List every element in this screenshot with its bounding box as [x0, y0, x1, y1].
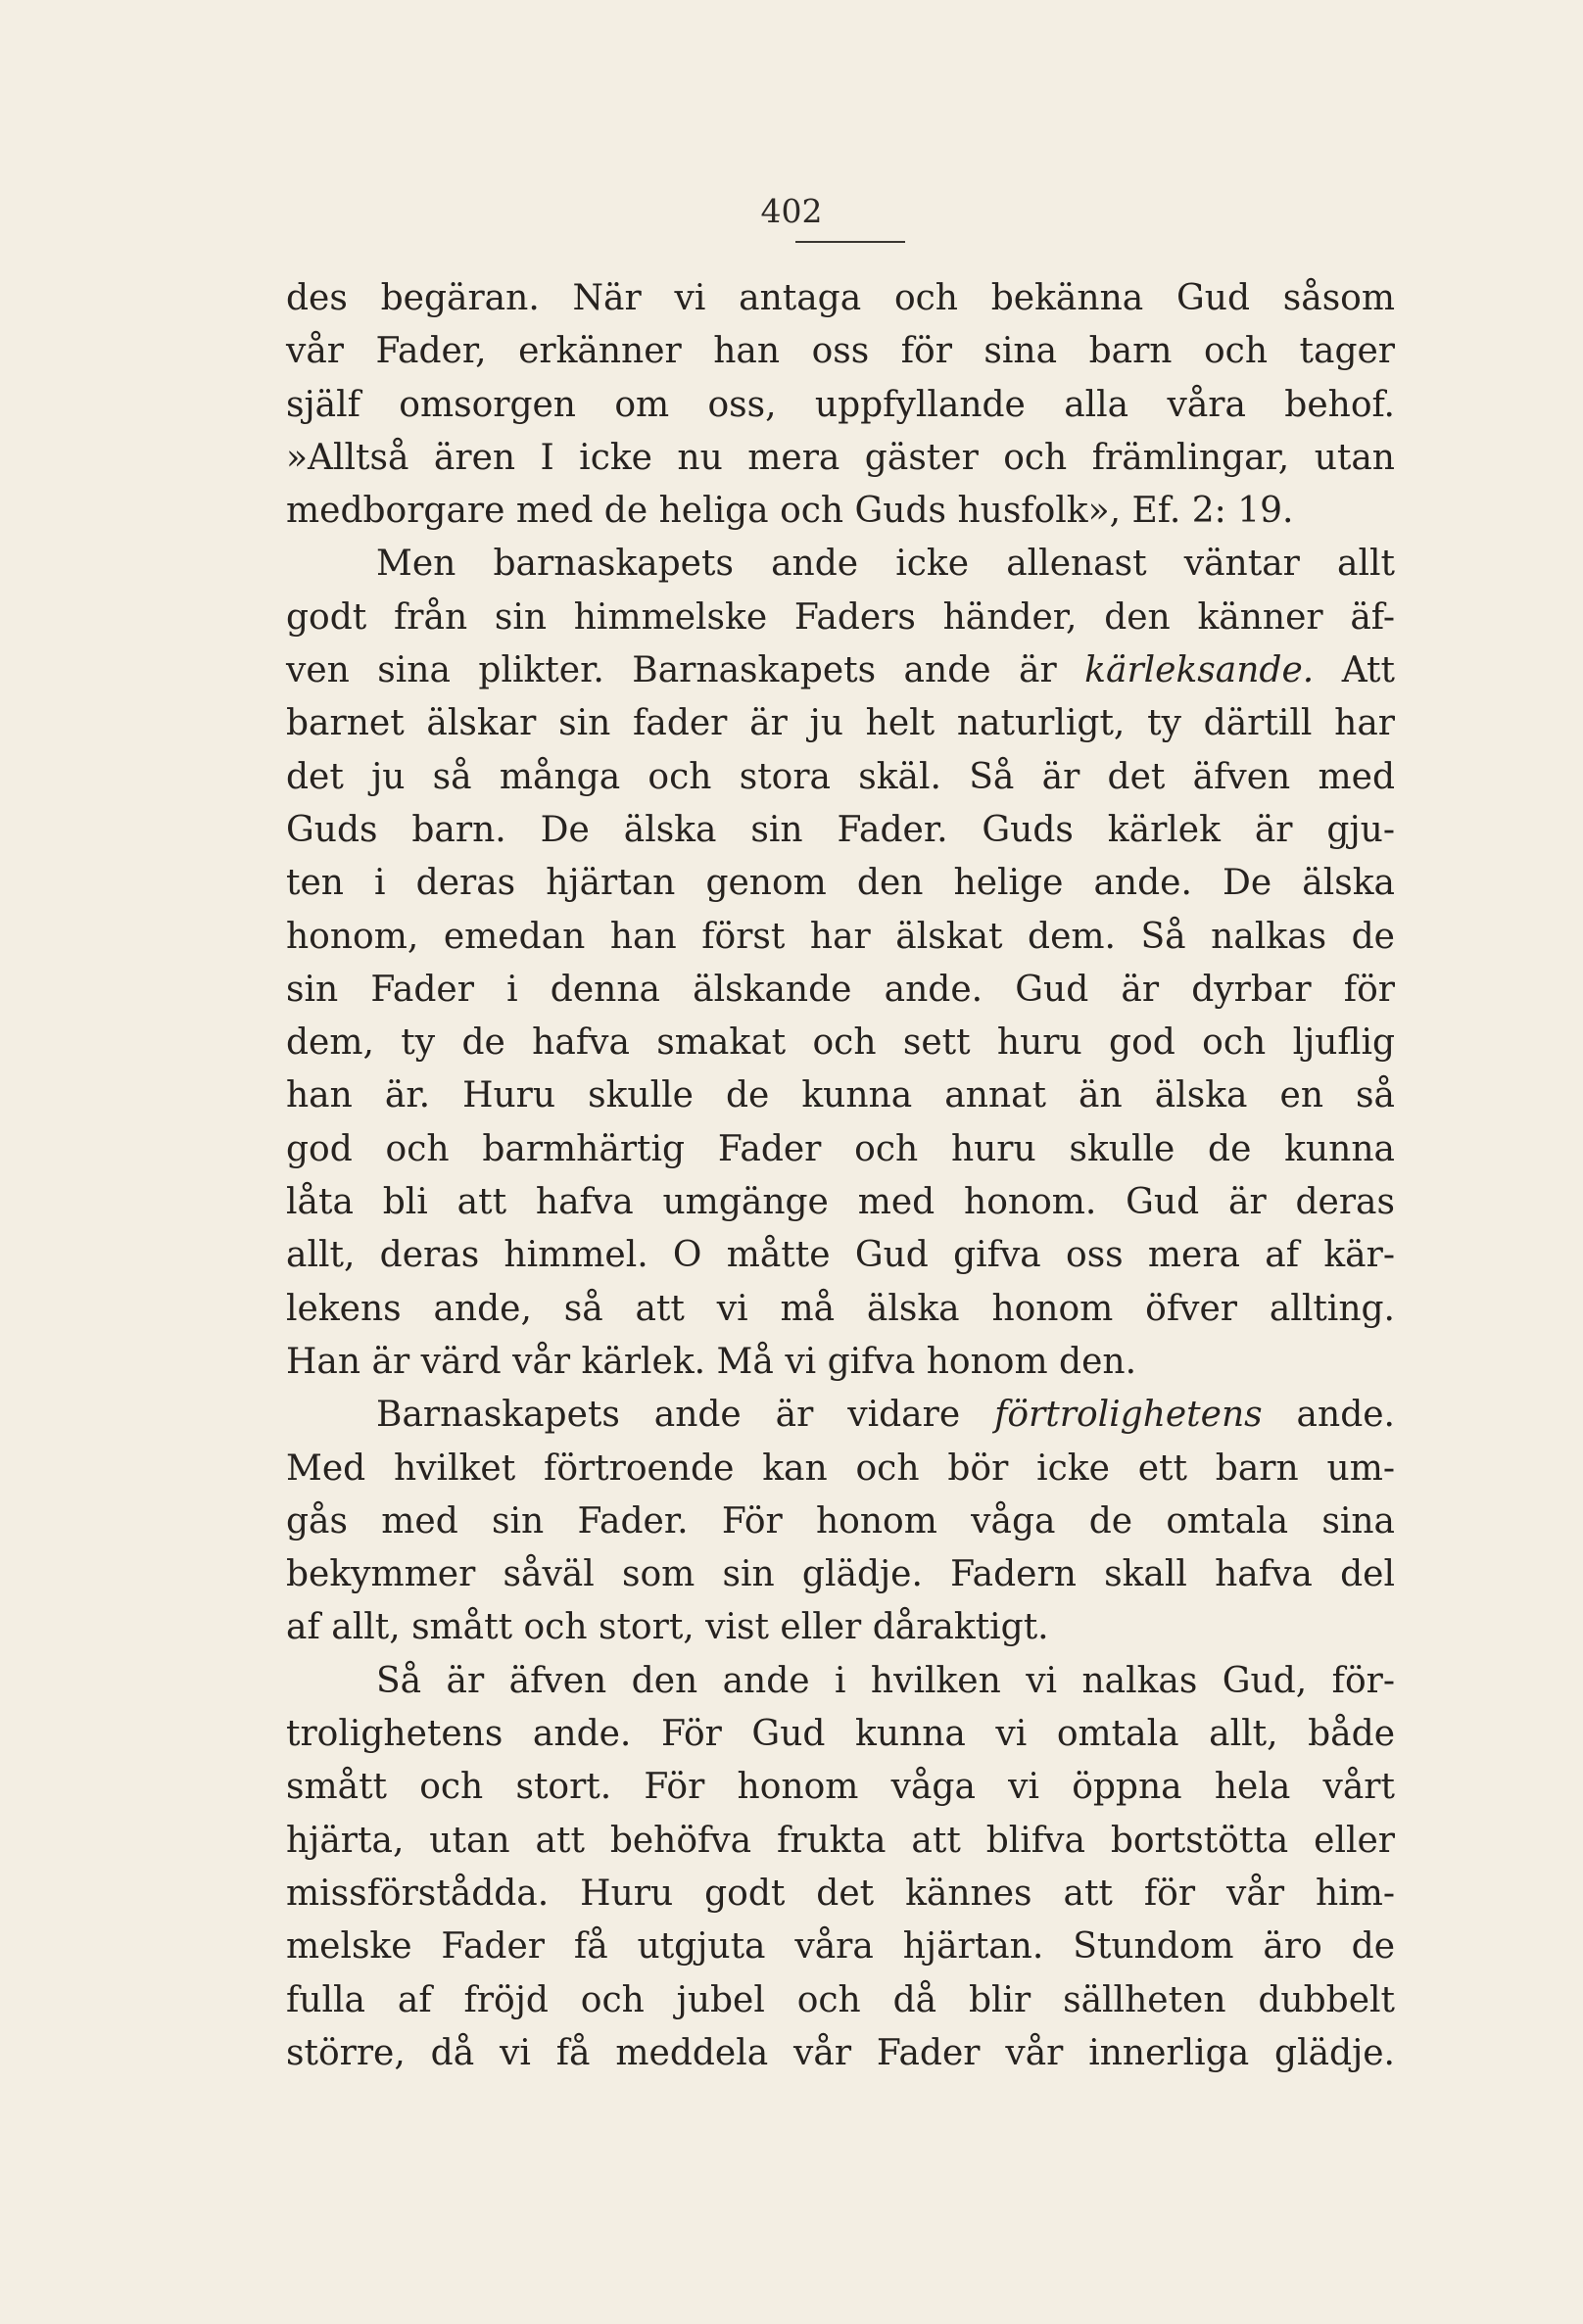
text-line: låta bli att hafva umgänge med honom. Gud är deras [286, 1182, 1395, 1223]
text-line: Så är äfven den ande i hvilken vi nalkas Gud, för- [376, 1660, 1395, 1701]
text-line: bekymmer såväl som sin glädje. Fadern skall hafva del [286, 1554, 1395, 1595]
emphasized-term: förtrolighetens [994, 1395, 1263, 1436]
text-line: själf omsorgen om oss, uppfyllande alla våra behof. [286, 384, 1395, 425]
text-segment: ven sina plikter. Barnaskapets ande är [286, 650, 1085, 691]
text-line: större, då vi få meddela vår Fader vår innerliga glädje. [286, 2032, 1395, 2073]
text-line: lekens ande, så att vi må älska honom öfver allting. [286, 1288, 1395, 1329]
text-line: ten i deras hjärtan genom den helige ande. De älska [286, 863, 1395, 904]
body-text [286, 272, 1395, 2080]
text-line: det ju så många och stora skäl. Så är det äfven med [286, 756, 1395, 797]
page-number: 402 [760, 192, 823, 230]
text-line: Guds barn. De älska sin Fader. Guds kärlek är gju- [286, 809, 1395, 850]
text-line: Men barnaskapets ande icke allenast väntar allt [376, 544, 1395, 585]
text-line: medborgare med de heliga och Guds husfolk», Ef. 2: 19. [286, 491, 1294, 532]
text-line: smått och stort. För honom våga vi öppna hela vårt [286, 1767, 1395, 1808]
text-line: melske Fader få utgjuta våra hjärtan. Stundom äro de [286, 1926, 1395, 1968]
text-line: missförstådda. Huru godt det kännes att för vår him- [286, 1873, 1395, 1914]
text-line: han är. Huru skulle de kunna annat än älska en så [286, 1075, 1395, 1116]
text-line: »Alltså ären I icke nu mera gäster och främlingar, utan [286, 437, 1395, 478]
text-line: af allt, smått och stort, vist eller dåraktigt. [286, 1607, 1049, 1648]
text-segment: Att [1314, 650, 1395, 691]
text-line: fulla af fröjd och jubel och då blir sällheten dubbelt [286, 1979, 1395, 2020]
text-line: vår Fader, erkänner han oss för sina barn och tager [286, 331, 1395, 372]
text-line [286, 644, 1395, 697]
text-line: dem, ty de hafva smakat och sett huru god och ljuflig [286, 1022, 1395, 1064]
text-line: hjärta, utan att behöfva frukta att blifva bortstötta eller [286, 1820, 1395, 1861]
text-line: gås med sin Fader. För honom våga de omtala sina [286, 1500, 1395, 1541]
text-line: trolighetens ande. För Gud kunna vi omtala allt, både [286, 1714, 1395, 1755]
page-number-rule [795, 241, 905, 243]
text-segment: ande. [1262, 1395, 1395, 1436]
text-segment: Barnaskapets ande är vidare [376, 1395, 995, 1436]
text-line: barnet älskar sin fader är ju helt naturligt, ty därtill har [286, 703, 1395, 744]
text-line: Han är värd vår kärlek. Må vi gifva honom den. [286, 1341, 1137, 1382]
text-line: allt, deras himmel. O måtte Gud gifva oss mera af kär- [286, 1235, 1395, 1276]
text-line: godt från sin himmelske Faders händer, den känner äf- [286, 596, 1395, 638]
text-line: des begäran. När vi antaga och bekänna Gud såsom [286, 278, 1395, 318]
emphasized-term: kärleksande. [1084, 650, 1315, 691]
text-line: honom, emedan han först har älskat dem. Så nalkas de [286, 916, 1395, 957]
text-line: god och barmhärtig Fader och huru skulle de kunna [286, 1128, 1395, 1169]
text-line [286, 1389, 1395, 1442]
text-line: sin Fader i denna älskande ande. Gud är dyrbar för [286, 969, 1395, 1010]
text-line: Med hvilket förtroende kan och bör icke ett barn um- [286, 1447, 1395, 1489]
